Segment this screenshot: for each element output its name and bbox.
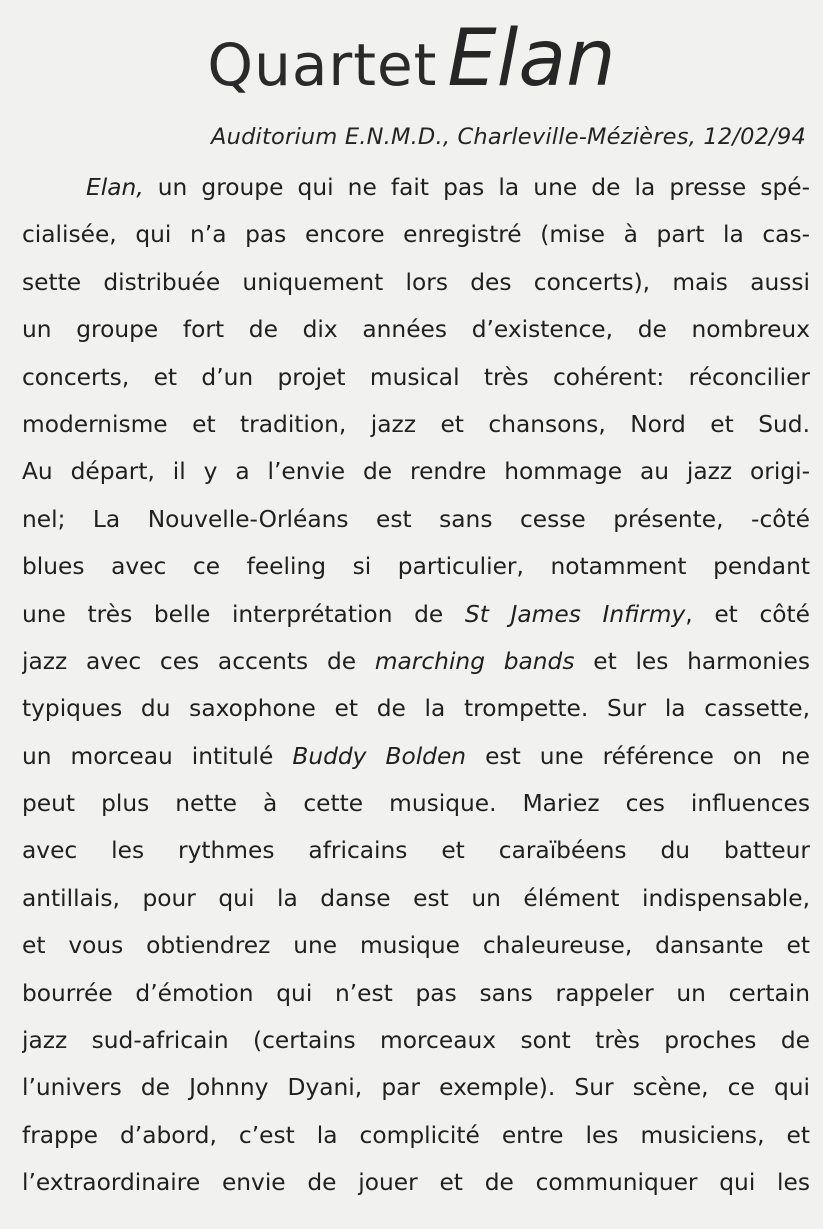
body-text-segment: modernisme et tradition, jazz et chansons, Nord et Sud. [22, 410, 810, 438]
italic-title-text: Elan, [86, 174, 144, 201]
body-text-segment: et vous obtiendrez une musique chaleureuse, dansante et [22, 932, 810, 960]
concert-venue-date: Auditorium E.N.M.D., Charleville-Mézières, 12/02/94 [211, 124, 806, 150]
body-line [22, 733, 810, 780]
body-line [22, 1112, 810, 1159]
body-line [22, 827, 810, 874]
body-text-segment: un groupe fort de dix années d’existence, de nombreux [22, 316, 810, 344]
body-line [22, 448, 810, 495]
body-line [22, 875, 810, 922]
body-text-segment: et les harmonies [574, 647, 810, 675]
body-text-segment: bourrée d’émotion qui n’est pas sans rappeler un certain [22, 979, 810, 1007]
body-line [22, 638, 810, 685]
body-line [22, 259, 810, 306]
body-line [22, 164, 810, 211]
body-line [22, 591, 810, 638]
article-body [22, 164, 810, 1207]
body-line [22, 1064, 810, 1111]
body-text-segment: concerts, et d’un projet musical très cohérent: réconcilier [22, 363, 810, 391]
title-word: Quartet [207, 31, 438, 99]
body-text-segment: une très belle interprétation de [22, 600, 465, 628]
body-text-segment: avec les rythmes africains et caraïbéens du batteur [22, 837, 810, 865]
body-line [22, 922, 810, 969]
body-line [22, 780, 810, 827]
body-text-segment: l’univers de Johnny Dyani, par exemple). Sur scène, ce qui [22, 1074, 810, 1102]
body-line [22, 970, 810, 1017]
body-text-segment: sette distribuée uniquement lors des concerts), mais aussi [22, 268, 810, 296]
body-line [22, 211, 810, 258]
body-text-segment: jazz avec ces accents de [22, 647, 375, 675]
body-line [22, 543, 810, 590]
body-line [22, 306, 810, 353]
body-text-segment: frappe d’abord, c’est la complicité entre les musiciens, et [22, 1121, 810, 1149]
body-text-segment: jazz sud-africain (certains morceaux sont très proches de [22, 1027, 810, 1055]
italic-title-text: Buddy Bolden [292, 742, 467, 770]
body-line [22, 496, 810, 543]
body-line [22, 1017, 810, 1064]
body-text-segment: nel; La Nouvelle-Orléans est sans cesse présente, -côté [22, 505, 810, 533]
body-text-segment: peut plus nette à cette musique. Mariez ces influences [22, 790, 810, 818]
body-text-segment: un morceau intitulé [22, 742, 293, 770]
italic-title-text: St James Infirmy [464, 600, 686, 628]
body-text-segment: antillais, pour qui la danse est un élément indispensable, [22, 884, 810, 912]
body-text-segment: est une référence on ne [466, 742, 810, 770]
band-name: Elan [447, 14, 616, 104]
body-text-segment: cialisée, qui n’a pas encore enregistré (mise à part la cas- [22, 221, 810, 249]
body-text-segment: , et côté [685, 600, 810, 628]
body-line [22, 685, 810, 732]
italic-title-text: marching bands [374, 647, 575, 675]
body-text-segment: un groupe qui ne fait pas la une de la presse spé- [143, 174, 810, 201]
body-line [22, 354, 810, 401]
body-text-segment: Au départ, il y a l’envie de rendre hommage au jazz origi- [22, 458, 810, 486]
article-title [0, 14, 823, 104]
body-line [22, 1159, 810, 1206]
body-text-segment: typiques du saxophone et de la trompette. Sur la cassette, [22, 695, 810, 723]
body-line [22, 401, 810, 448]
body-text-segment: blues avec ce feeling si particulier, notamment pendant [22, 553, 810, 581]
body-text-segment: l’extraordinaire envie de jouer et de communiquer qui les [22, 1169, 810, 1197]
